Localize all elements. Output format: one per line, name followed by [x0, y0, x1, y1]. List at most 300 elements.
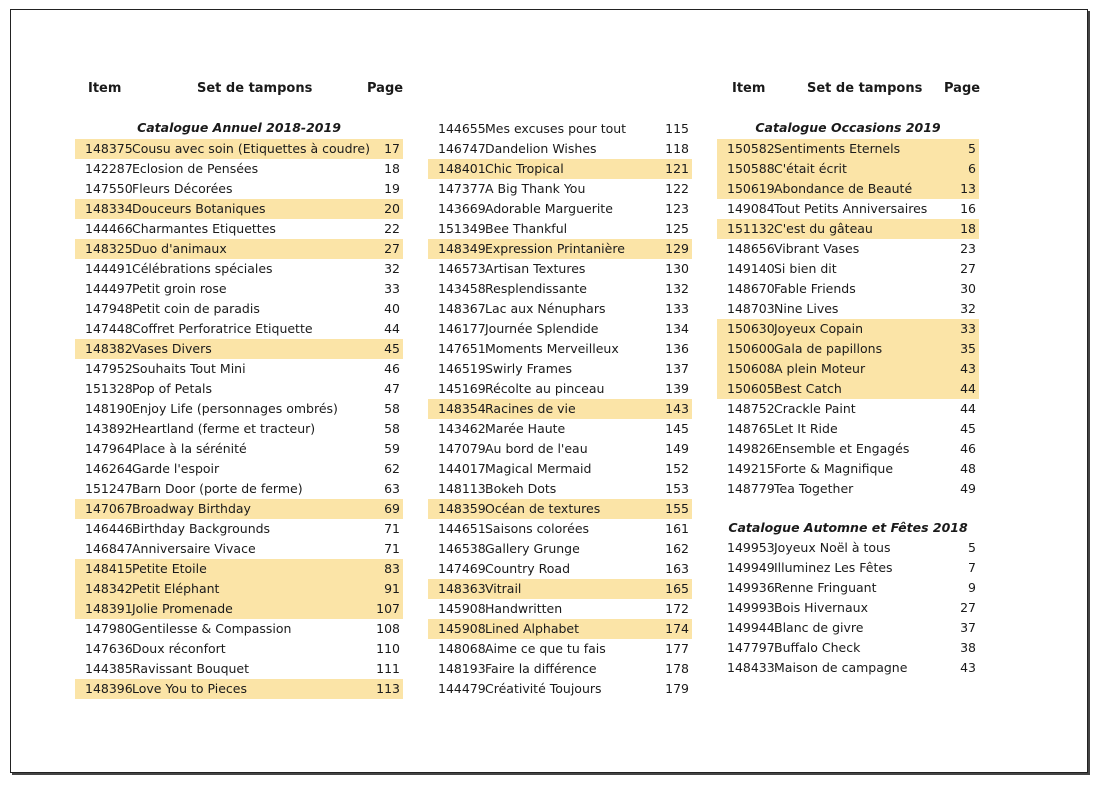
list-item — [75, 299, 403, 319]
item-name: Heartland (ferme et tracteur) — [132, 421, 316, 436]
item-page: 139 — [665, 381, 689, 396]
list-item — [717, 459, 979, 479]
item-page: 71 — [384, 521, 400, 536]
item-code: 145169 — [438, 381, 486, 396]
list-item — [428, 519, 692, 539]
item-code: 147980 — [85, 621, 133, 636]
item-name: Petit coin de paradis — [132, 301, 260, 316]
item-page: 113 — [376, 681, 400, 696]
item-page: 179 — [665, 681, 689, 696]
list-item — [717, 179, 979, 199]
item-code: 147797 — [727, 640, 775, 655]
item-code: 148349 — [438, 241, 486, 256]
item-page: 108 — [376, 621, 400, 636]
item-code: 149140 — [727, 261, 775, 276]
item-page: 63 — [384, 481, 400, 496]
item-code: 148375 — [85, 141, 133, 156]
list-item — [717, 439, 979, 459]
item-name: Petit groin rose — [132, 281, 227, 296]
list-item — [428, 419, 692, 439]
item-page: 43 — [960, 361, 976, 376]
item-page: 48 — [960, 461, 976, 476]
item-name: Ensemble et Engagés — [774, 441, 910, 456]
list-item — [717, 359, 979, 379]
item-name: Renne Fringuant — [774, 580, 877, 595]
item-name: A Big Thank You — [485, 181, 586, 196]
item-code: 151247 — [85, 481, 133, 496]
item-page: 132 — [665, 281, 689, 296]
list-item — [717, 319, 979, 339]
header-set-right: Set de tampons — [807, 81, 923, 96]
item-code: 144491 — [85, 261, 133, 276]
catalog-annuel-list-part2 — [428, 119, 692, 699]
item-code: 151349 — [438, 221, 486, 236]
item-code: 148068 — [438, 641, 486, 656]
item-code: 150600 — [727, 341, 775, 356]
item-code: 148656 — [727, 241, 775, 256]
list-item — [717, 558, 979, 578]
list-item — [75, 179, 403, 199]
item-page: 165 — [665, 581, 689, 596]
catalog-occasions-list — [717, 139, 979, 499]
item-page: 5 — [968, 540, 976, 555]
list-item — [428, 179, 692, 199]
item-name: Forte & Magnifique — [774, 461, 894, 476]
item-name: Vases Divers — [132, 341, 212, 356]
item-name: Anniversaire Vivace — [132, 541, 256, 556]
list-item — [428, 199, 692, 219]
item-name: Moments Merveilleux — [485, 341, 619, 356]
item-page: 122 — [665, 181, 689, 196]
item-code: 147550 — [85, 181, 133, 196]
item-name: Maison de campagne — [774, 660, 908, 675]
item-page: 37 — [960, 620, 976, 635]
item-name: Let It Ride — [774, 421, 838, 436]
list-item — [717, 419, 979, 439]
catalog-title-occasions: Catalogue Occasions 2019 — [755, 120, 941, 135]
item-name: Buffalo Check — [774, 640, 861, 655]
item-code: 149936 — [727, 580, 775, 595]
catalog-annuel-list-part1 — [75, 139, 403, 699]
list-item — [428, 539, 692, 559]
item-code: 144651 — [438, 521, 486, 536]
item-name: Dandelion Wishes — [485, 141, 597, 156]
item-code: 148391 — [85, 601, 133, 616]
item-code: 143462 — [438, 421, 486, 436]
list-item — [428, 459, 692, 479]
item-name: Lined Alphabet — [485, 621, 580, 636]
item-page: 174 — [665, 621, 689, 636]
item-code: 148325 — [85, 241, 133, 256]
header-page-right: Page — [944, 81, 981, 96]
item-code: 148359 — [438, 501, 486, 516]
item-code: 144466 — [85, 221, 133, 236]
item-name: Tout Petits Anniversaires — [774, 201, 928, 216]
list-item — [428, 139, 692, 159]
list-item — [75, 379, 403, 399]
list-item — [428, 559, 692, 579]
item-name: Barn Door (porte de ferme) — [132, 481, 303, 496]
item-name: Petit Eléphant — [132, 581, 220, 596]
item-name: C'est du gâteau — [774, 221, 873, 236]
item-code: 147469 — [438, 561, 486, 576]
item-name: Love You to Pieces — [132, 681, 247, 696]
item-name: Mes excuses pour tout — [485, 121, 627, 136]
item-code: 146446 — [85, 521, 133, 536]
list-item — [428, 619, 692, 639]
item-page: 16 — [960, 201, 976, 216]
item-page: 46 — [384, 361, 400, 376]
item-code: 149084 — [727, 201, 775, 216]
item-page: 27 — [384, 241, 400, 256]
item-name: Célébrations spéciales — [132, 261, 273, 276]
item-page: 44 — [960, 401, 976, 416]
list-item — [75, 239, 403, 259]
item-name: Bokeh Dots — [485, 481, 557, 496]
list-item — [428, 599, 692, 619]
item-name: Broadway Birthday — [132, 501, 251, 516]
item-code: 145908 — [438, 621, 486, 636]
item-name: Pop of Petals — [132, 381, 212, 396]
item-code: 144655 — [438, 121, 486, 136]
item-page: 143 — [665, 401, 689, 416]
list-item — [717, 139, 979, 159]
item-name: Blanc de givre — [774, 620, 864, 635]
catalog-title-annuel: Catalogue Annuel 2018-2019 — [137, 120, 341, 135]
item-name: Expression Printanière — [485, 241, 625, 256]
list-item — [75, 219, 403, 239]
item-name: Fleurs Décorées — [132, 181, 233, 196]
item-name: Garde l'espoir — [132, 461, 220, 476]
list-item — [75, 399, 403, 419]
item-page: 18 — [960, 221, 976, 236]
item-page: 153 — [665, 481, 689, 496]
item-page: 44 — [960, 381, 976, 396]
item-name: Saisons colorées — [485, 521, 590, 536]
list-item — [75, 359, 403, 379]
list-item — [75, 559, 403, 579]
item-page: 62 — [384, 461, 400, 476]
item-page: 177 — [665, 641, 689, 656]
item-page: 30 — [960, 281, 976, 296]
item-code: 146847 — [85, 541, 133, 556]
list-item — [428, 399, 692, 419]
item-code: 148765 — [727, 421, 775, 436]
item-page: 118 — [665, 141, 689, 156]
item-page: 125 — [665, 221, 689, 236]
item-name: Artisan Textures — [485, 261, 586, 276]
item-page: 111 — [376, 661, 400, 676]
item-code: 151132 — [727, 221, 775, 236]
list-item — [428, 579, 692, 599]
item-code: 143458 — [438, 281, 486, 296]
list-item — [717, 479, 979, 499]
item-code: 146573 — [438, 261, 486, 276]
item-code: 146519 — [438, 361, 486, 376]
item-code: 149944 — [727, 620, 775, 635]
item-name: C'était écrit — [774, 161, 847, 176]
item-name: Joyeux Noël à tous — [774, 540, 891, 555]
item-code: 147651 — [438, 341, 486, 356]
item-page: 115 — [665, 121, 689, 136]
item-code: 148342 — [85, 581, 133, 596]
item-page: 18 — [384, 161, 400, 176]
list-item — [717, 658, 979, 678]
item-page: 161 — [665, 521, 689, 536]
list-item — [75, 339, 403, 359]
item-name: Birthday Backgrounds — [132, 521, 271, 536]
item-code: 143669 — [438, 201, 486, 216]
item-name: Si bien dit — [774, 261, 837, 276]
item-name: Tea Together — [774, 481, 854, 496]
item-name: Best Catch — [774, 381, 842, 396]
item-code: 142287 — [85, 161, 133, 176]
item-name: Place à la sérénité — [132, 441, 247, 456]
item-page: 6 — [968, 161, 976, 176]
item-code: 147964 — [85, 441, 133, 456]
list-item — [75, 199, 403, 219]
item-code: 148401 — [438, 161, 486, 176]
item-page: 172 — [665, 601, 689, 616]
item-name: Océan de textures — [485, 501, 601, 516]
item-page: 49 — [960, 481, 976, 496]
item-code: 146177 — [438, 321, 486, 336]
item-page: 44 — [384, 321, 400, 336]
item-code: 150630 — [727, 321, 775, 336]
item-name: Journée Splendide — [485, 321, 599, 336]
list-item — [717, 578, 979, 598]
item-page: 136 — [665, 341, 689, 356]
item-code: 148670 — [727, 281, 775, 296]
item-name: Adorable Marguerite — [485, 201, 613, 216]
list-item — [717, 159, 979, 179]
item-page: 58 — [384, 421, 400, 436]
item-name: Coffret Perforatrice Etiquette — [132, 321, 313, 336]
list-item — [717, 379, 979, 399]
item-name: Fable Friends — [774, 281, 856, 296]
item-code: 148779 — [727, 481, 775, 496]
list-item — [75, 619, 403, 639]
item-name: Au bord de l'eau — [485, 441, 588, 456]
item-page: 40 — [384, 301, 400, 316]
item-page: 19 — [384, 181, 400, 196]
list-item — [717, 598, 979, 618]
item-name: Nine Lives — [774, 301, 839, 316]
item-code: 149953 — [727, 540, 775, 555]
item-name: Handwritten — [485, 601, 563, 616]
list-item — [717, 538, 979, 558]
item-code: 148396 — [85, 681, 133, 696]
list-item — [428, 319, 692, 339]
item-code: 148113 — [438, 481, 486, 496]
item-page: 13 — [960, 181, 976, 196]
item-code: 147636 — [85, 641, 133, 656]
item-name: Créativité Toujours — [485, 681, 602, 696]
list-item — [428, 379, 692, 399]
item-code: 150605 — [727, 381, 775, 396]
item-name: Vibrant Vases — [774, 241, 860, 256]
list-item — [428, 279, 692, 299]
item-code: 148415 — [85, 561, 133, 576]
item-name: Souhaits Tout Mini — [132, 361, 246, 376]
list-item — [717, 259, 979, 279]
item-code: 149826 — [727, 441, 775, 456]
item-name: Vitrail — [485, 581, 522, 596]
list-item — [428, 119, 692, 139]
item-code: 147448 — [85, 321, 133, 336]
item-code: 150608 — [727, 361, 775, 376]
item-name: Chic Tropical — [485, 161, 564, 176]
item-name: Gallery Grunge — [485, 541, 580, 556]
item-code: 148363 — [438, 581, 486, 596]
list-item — [75, 159, 403, 179]
item-page: 69 — [384, 501, 400, 516]
item-name: Crackle Paint — [774, 401, 856, 416]
item-page: 9 — [968, 580, 976, 595]
item-code: 146538 — [438, 541, 486, 556]
item-page: 130 — [665, 261, 689, 276]
item-name: Aime ce que tu fais — [485, 641, 606, 656]
item-page: 133 — [665, 301, 689, 316]
list-item — [75, 459, 403, 479]
catalog-automne-list — [717, 538, 979, 678]
item-page: 107 — [376, 601, 400, 616]
list-item — [717, 339, 979, 359]
list-item — [717, 279, 979, 299]
list-item — [717, 219, 979, 239]
item-code: 144385 — [85, 661, 133, 676]
list-item — [75, 539, 403, 559]
item-code: 148703 — [727, 301, 775, 316]
item-page: 178 — [665, 661, 689, 676]
item-page: 47 — [384, 381, 400, 396]
item-name: Illuminez Les Fêtes — [774, 560, 893, 575]
item-page: 134 — [665, 321, 689, 336]
item-code: 149215 — [727, 461, 775, 476]
item-name: A plein Moteur — [774, 361, 866, 376]
item-name: Douceurs Botaniques — [132, 201, 266, 216]
item-name: Abondance de Beauté — [774, 181, 913, 196]
item-page: 22 — [384, 221, 400, 236]
item-page: 45 — [960, 421, 976, 436]
list-item — [75, 139, 403, 159]
list-item — [75, 499, 403, 519]
item-name: Petite Etoile — [132, 561, 207, 576]
list-item — [428, 299, 692, 319]
item-code: 150588 — [727, 161, 775, 176]
item-page: 163 — [665, 561, 689, 576]
item-name: Bee Thankful — [485, 221, 568, 236]
item-code: 144017 — [438, 461, 486, 476]
item-name: Joyeux Copain — [774, 321, 864, 336]
item-name: Racines de vie — [485, 401, 576, 416]
item-name: Duo d'animaux — [132, 241, 227, 256]
item-code: 148193 — [438, 661, 486, 676]
item-page: 71 — [384, 541, 400, 556]
list-item — [717, 618, 979, 638]
list-item — [75, 479, 403, 499]
item-code: 148752 — [727, 401, 775, 416]
list-item — [428, 679, 692, 699]
item-name: Faire la différence — [485, 661, 597, 676]
header-set-left: Set de tampons — [197, 81, 313, 96]
item-code: 147948 — [85, 301, 133, 316]
list-item — [428, 499, 692, 519]
item-name: Lac aux Nénuphars — [485, 301, 606, 316]
item-code: 147952 — [85, 361, 133, 376]
item-page: 149 — [665, 441, 689, 456]
item-page: 35 — [960, 341, 976, 356]
item-page: 91 — [384, 581, 400, 596]
list-item — [428, 359, 692, 379]
list-item — [75, 519, 403, 539]
item-page: 152 — [665, 461, 689, 476]
item-page: 32 — [960, 301, 976, 316]
item-code: 148382 — [85, 341, 133, 356]
list-item — [428, 639, 692, 659]
item-page: 38 — [960, 640, 976, 655]
item-code: 144497 — [85, 281, 133, 296]
list-item — [75, 579, 403, 599]
item-page: 32 — [384, 261, 400, 276]
item-name: Sentiments Eternels — [774, 141, 901, 156]
item-code: 147377 — [438, 181, 486, 196]
item-page: 45 — [384, 341, 400, 356]
item-code: 145908 — [438, 601, 486, 616]
item-page: 83 — [384, 561, 400, 576]
list-item — [75, 659, 403, 679]
item-code: 151328 — [85, 381, 133, 396]
item-name: Charmantes Etiquettes — [132, 221, 276, 236]
item-name: Gala de papillons — [774, 341, 883, 356]
item-page: 23 — [960, 241, 976, 256]
item-name: Magical Mermaid — [485, 461, 592, 476]
item-code: 147067 — [85, 501, 133, 516]
item-name: Doux réconfort — [132, 641, 226, 656]
item-name: Swirly Frames — [485, 361, 573, 376]
list-item — [428, 439, 692, 459]
list-item — [428, 659, 692, 679]
header-page-left: Page — [367, 81, 404, 96]
list-item — [717, 239, 979, 259]
item-name: Resplendissante — [485, 281, 587, 296]
item-code: 148190 — [85, 401, 133, 416]
list-item — [75, 419, 403, 439]
item-page: 145 — [665, 421, 689, 436]
item-name: Gentilesse & Compassion — [132, 621, 292, 636]
item-name: Ravissant Bouquet — [132, 661, 250, 676]
item-code: 148354 — [438, 401, 486, 416]
item-page: 27 — [960, 600, 976, 615]
list-item — [75, 639, 403, 659]
list-item — [75, 279, 403, 299]
item-name: Récolte au pinceau — [485, 381, 605, 396]
item-page: 27 — [960, 261, 976, 276]
item-name: Jolie Promenade — [132, 601, 233, 616]
item-name: Enjoy Life (personnages ombrés) — [132, 401, 338, 416]
catalog-title-automne: Catalogue Automne et Fêtes 2018 — [728, 520, 968, 535]
item-name: Cousu avec soin (Etiquettes à coudre) — [132, 141, 370, 156]
item-page: 123 — [665, 201, 689, 216]
item-page: 58 — [384, 401, 400, 416]
item-name: Bois Hivernaux — [774, 600, 868, 615]
header-item-right: Item — [732, 81, 766, 96]
list-item — [717, 638, 979, 658]
item-page: 121 — [665, 161, 689, 176]
item-code: 143892 — [85, 421, 133, 436]
item-page: 129 — [665, 241, 689, 256]
list-item — [428, 479, 692, 499]
